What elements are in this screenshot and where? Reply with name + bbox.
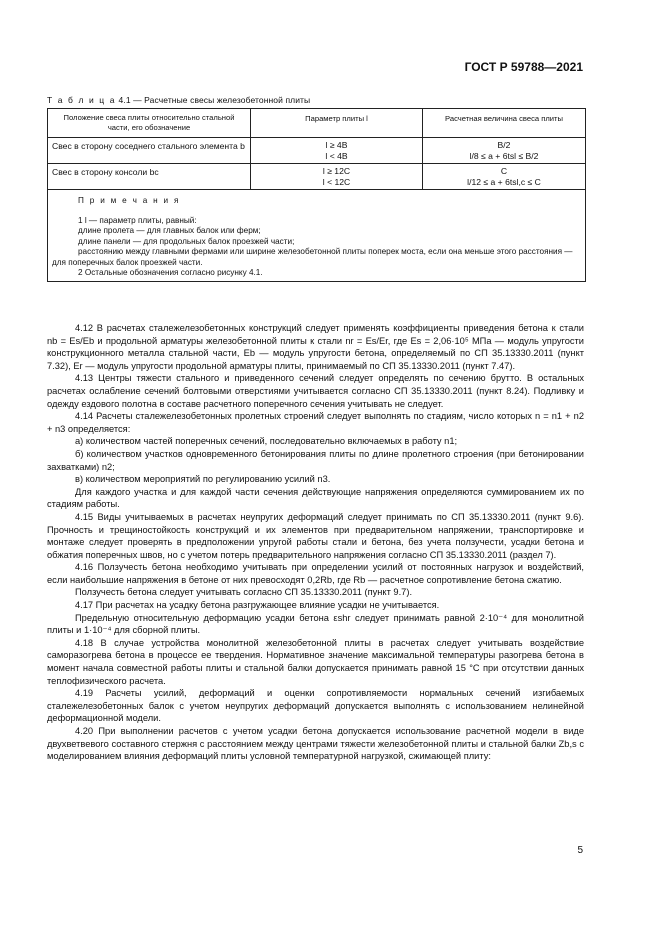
note-item: длине панели — для продольных балок проезжей части;	[78, 236, 295, 246]
paragraph-4-14-a: а) количеством частей поперечных сечений, последовательно включаемых в работу n1;	[75, 436, 458, 447]
cell-param-line: l < 12C	[322, 176, 351, 187]
table-caption	[47, 95, 310, 105]
notes-title: П р и м е ч а н и я	[78, 196, 181, 205]
note-item: 2 Остальные обозначения согласно рисунку 4.1.	[78, 268, 263, 277]
cell-param-line: l ≥ 12C	[322, 166, 351, 176]
paragraph-4-14: 4.14 Расчеты сталежелезобетонных пролетных строений следует выполнять по стадиям, число которых n = n1 + n2 + n3 определяется:	[47, 411, 584, 434]
paragraph-4-16-a: Ползучесть бетона следует учитывать согласно СП 35.13330.2011 (пункт 9.7).	[75, 587, 413, 598]
cell-position: Свес в сторону консоли bc	[48, 164, 251, 189]
paragraph-4-14-c: в) количеством мероприятий по регулированию усилий n3.	[75, 474, 331, 485]
paragraph-4-13: 4.13 Центры тяжести стального и приведенного сечений следует определять по сечению брутто. В остальных расчетах ослабление сечений болтовыми отверстиями учитывается согласно СП 35.13330.2011 (пункт 8.24). Подливку и одежду ездового полотна в составе расчетного поперечного сечения учитывать не следует.	[47, 373, 584, 409]
note-item	[52, 247, 581, 268]
cell-param-line: l ≥ 4B	[325, 140, 348, 150]
paragraph-4-16: 4.16 Ползучесть бетона необходимо учитывать при определении усилий от постоянных нагрузок и воздействий, если наибольшие напряжения в бетоне от них превосходят 0,2Rb, где Rb — расчетное сопротивление бетона сжатию.	[47, 562, 584, 585]
cell-position: Свес в сторону соседнего стального элемента b	[48, 138, 251, 163]
table-caption-title: 4.1 — Расчетные свесы железобетонной плиты	[118, 95, 311, 105]
note-item: длине пролета — для главных балок или ферм;	[78, 226, 261, 235]
page-number: 5	[577, 845, 583, 856]
paragraph-4-14-b: б) количеством участков одновременного бетонирования плиты по длине пролетного строения (при бетонировании захватками) n2;	[47, 448, 584, 472]
table-caption-word: Т а б л и ц а	[47, 95, 117, 105]
note-item: 1 l — параметр плиты, равный:	[78, 215, 197, 225]
paragraph-4-17-a: Предельную относительную деформацию усадки бетона εshr следует принимать равной 2·10⁻⁴ для монолитной плиты и 1·10⁻⁴ для сборной плиты.	[47, 612, 584, 636]
cell-param	[251, 164, 423, 189]
paragraph-4-12: 4.12 В расчетах сталежелезобетонных конструкций следует применять коэффициенты приведения бетона к стали nb = Es/Eb и продольной арматуры железобетонной плиты к стали nr = Es/Er, где Es = 2,06·10⁵ МПа — модуль упругости конструкционного металла стальной части, Eb — модуль упругости бетона, определяемый по СП 35.13330.2011 (пункт 7.32), Er — модуль упругости продольной арматуры плиты, принимаемый по СП 35.13330.2011 (пункт 7.47).	[47, 323, 584, 371]
cell-value-line: l/12 ≤ a + 6tsl,c ≤ C	[467, 176, 541, 187]
paragraph-4-19: 4.19 Расчеты усилий, деформаций и оценки сопротивляемости нормальных сечений изгибаемых сталежелезобетонных балок с учетом неупругих деформаций допускается выполнять с использованием нелинейной деформационной модели.	[47, 688, 584, 724]
paragraph-4-17: 4.17 При расчетах на усадку бетона разгружающее влияние усадки не учитывается.	[75, 600, 440, 611]
col-header-position: Положение свеса плиты относительно стальной части, его обозначение	[48, 109, 251, 137]
col-header-value: Расчетная величина свеса плиты	[445, 114, 563, 123]
cell-value-line: B/2	[497, 140, 511, 150]
document-header-id: ГОСТ Р 59788—2021	[464, 60, 583, 74]
table-header-row	[48, 109, 585, 138]
table-notes	[48, 190, 585, 281]
cell-value-line: C	[500, 166, 508, 176]
paragraph-4-14-d: Для каждого участка и для каждой части сечения действующие напряжения определяются суммированием их по стадиям работы.	[47, 486, 584, 510]
paragraph-4-20: 4.20 При выполнении расчетов с учетом усадки бетона допускается использование расчетной модели в виде двухветвевого составного стержня с расстоянием между центрами тяжести железобетонной плиты и стальной балки Zb,s с моделированием влияния деформаций плиты условной температурной нагрузкой, сжимающей плиту:	[47, 726, 584, 762]
cell-value-line: l/8 ≤ a + 6tsl ≤ B/2	[469, 150, 539, 161]
col-header-param: Параметр плиты l	[251, 109, 423, 137]
paragraph-4-15: 4.15 Виды учитываемых в расчетах неупругих деформаций следует принимать по СП 35.13330.2011 (пункт 9.6). Прочность и трещиностойкость конструкций и их элементов при предварительном напряжении, транспортировке и монтаже следует проверять в предположении упругой работы стали и бетона, без учета ползучести, усадки бетона и обжатия поперечных швов, но с учетом потерь предварительного напряжения согласно СП 35.13330.2011 (раздел 7).	[47, 511, 584, 560]
overhang-table	[47, 108, 586, 282]
paragraph-4-18: 4.18 В случае устройства монолитной железобетонной плиты в расчетах следует учитывать воздействие саморазогрева бетона в процессе ее твердения. Нормативное значение максимальной температуры разогрева бетона в момент начала совместной работы плиты и стальной балки допускается принимать равной 15 °С при отсутствии данных теплофизического расчета.	[47, 637, 584, 686]
body-text	[47, 322, 584, 763]
cell-param-line: l < 4B	[325, 150, 348, 161]
table-notes-row	[48, 190, 585, 281]
table-row	[48, 164, 585, 190]
note-item-text: расстоянию между главными фермами или ширине железобетонной плиты поперек моста, если она меньше этого расстояния — для поперечных балок проезжей части.	[52, 247, 573, 267]
table-row	[48, 138, 585, 164]
cell-param	[251, 138, 423, 163]
cell-value	[423, 164, 585, 189]
cell-value	[423, 138, 585, 163]
